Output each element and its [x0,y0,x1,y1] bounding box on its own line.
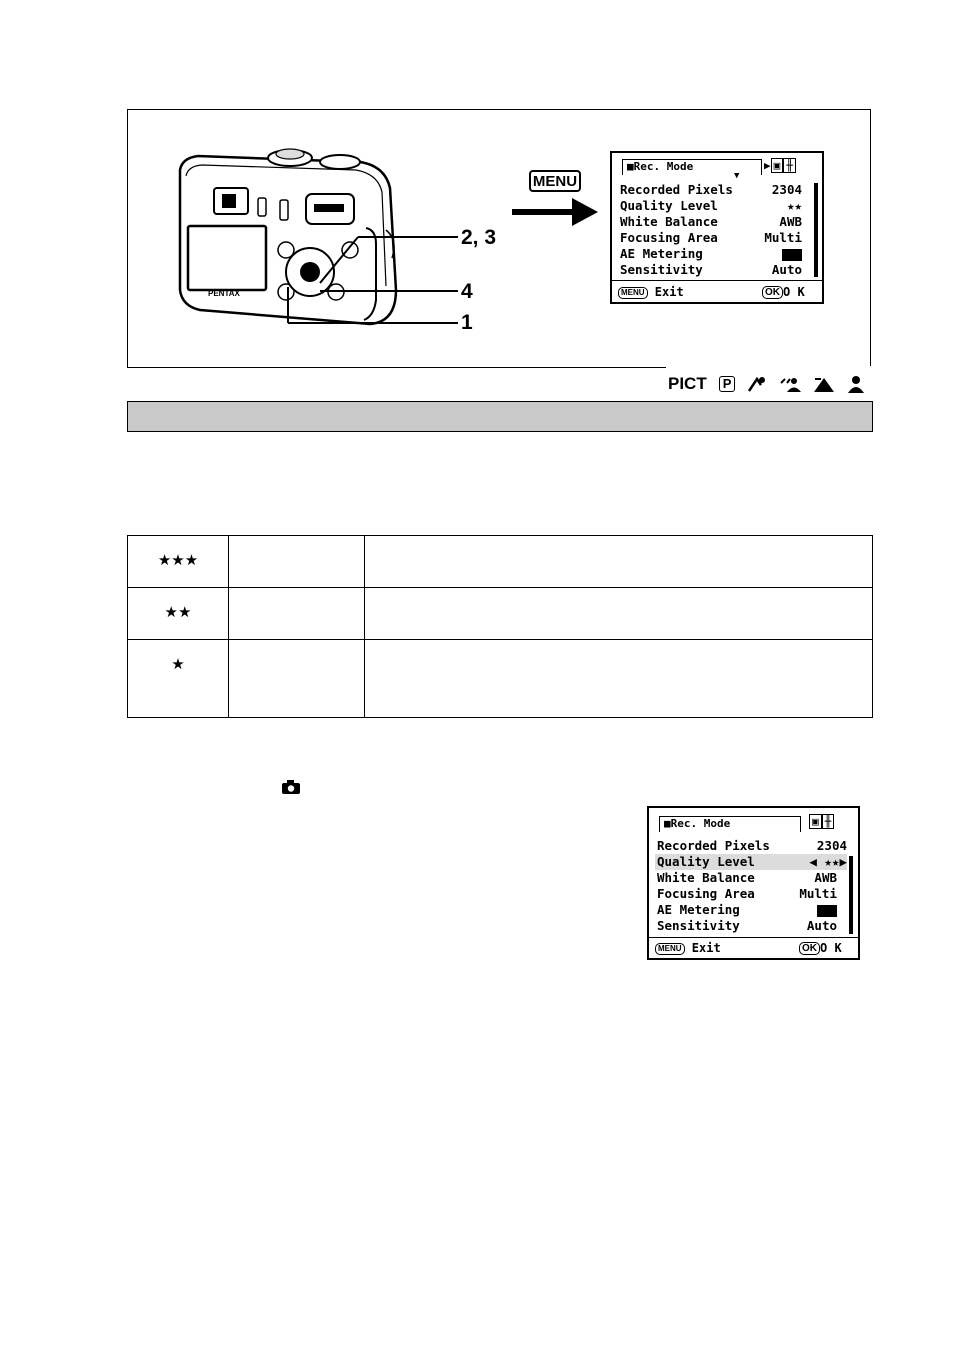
callout-label-1: 1 [461,311,473,334]
ok-control[interactable] [799,941,842,955]
row-value: AWB [779,214,802,229]
row-label: Sensitivity [657,918,740,933]
row-value: ★★ [786,198,802,213]
divider [612,280,822,281]
frame-gap [666,366,872,371]
row-label: Recorded Pixels [620,182,733,197]
menu-key-icon: MENU [618,287,648,299]
description-cell [365,588,873,640]
table-row [128,588,873,640]
pict-mode-label: PICT [668,374,707,393]
callout-label-2-3: 2, 3 [461,226,497,249]
name-cell [229,588,365,640]
ok-key-icon: OK [762,286,783,299]
quality-level-table [127,535,873,718]
menu-row[interactable] [657,870,837,886]
menu-row[interactable] [620,246,802,262]
row-value: AWB [814,870,837,885]
exit-control[interactable] [655,941,721,955]
menu-row[interactable] [620,182,802,198]
menu-key-icon: MENU [655,943,685,955]
row-label: Focusing Area [657,886,755,901]
row-value: Multi [764,230,802,245]
camera-icon: ■ [627,160,634,173]
landscape-icon [813,375,835,393]
description-cell [365,640,873,718]
stars-cell: ★★ [128,588,229,640]
row-label: Recorded Pixels [657,838,770,853]
camera-icon [282,780,300,794]
stars-cell: ★★★ [128,536,229,588]
exit-label: Exit [691,941,721,955]
menu-row[interactable] [657,902,837,918]
callout-label-4: 4 [461,280,473,303]
row-value: Auto [806,918,837,933]
scrollbar[interactable] [814,183,818,277]
row-label: Sensitivity [620,262,703,277]
metering-icon [817,902,837,918]
ok-key-icon: OK [799,942,820,955]
night-scene-icon [779,375,801,393]
metering-icon [782,246,802,262]
row-label: AE Metering [620,246,703,261]
camera-icon: ■ [664,817,671,830]
stars-cell: ★ [128,640,229,718]
row-label: Focusing Area [620,230,718,245]
tab-title: Rec. Mode [633,160,694,173]
description-cell [365,536,873,588]
menu-row[interactable] [657,886,837,902]
down-marker-icon: ▼ [734,171,740,181]
row-label: Quality Level [657,854,755,869]
svg-text:PENTAX: PENTAX [208,289,240,298]
menu-row[interactable] [657,838,847,854]
menu-row[interactable] [620,262,802,278]
menu-key-label: MENU [529,170,581,192]
menu-row[interactable] [620,214,802,230]
right-arrow-icon [512,196,602,228]
row-value: ◀ ★★▶ [809,854,847,869]
section-title-bar [127,401,873,432]
setup-tab-icon: ╫ [822,814,835,829]
row-label: White Balance [620,214,718,229]
row-label: Quality Level [620,198,718,213]
menu-row[interactable] [620,198,802,214]
portrait-scene-icon [747,375,767,393]
row-value: 2304 [771,182,802,197]
row-label: White Balance [657,870,755,885]
exit-control[interactable] [618,285,684,299]
row-value: Auto [771,262,802,277]
tab-title: Rec. Mode [670,817,731,830]
menu-row-selected[interactable] [655,854,847,870]
divider [649,937,858,938]
lcd-menu-bottom [647,806,860,960]
menu-row[interactable] [620,230,802,246]
lcd-menu-top [610,151,824,304]
row-label: AE Metering [657,902,740,917]
name-cell [229,640,365,718]
ok-label: O K [783,285,805,299]
rec-mode-tab [622,159,762,175]
scrollbar[interactable] [849,856,853,934]
menu-row[interactable] [657,918,837,934]
tab-icons [809,815,834,828]
portrait-icon [847,375,865,393]
playback-tab-icon: ▣ [771,158,784,173]
program-mode-icon: P [719,376,736,392]
playback-tab-icon: ▣ [809,814,822,829]
row-value: 2304 [816,838,847,853]
name-cell [229,536,365,588]
table-row [128,640,873,718]
row-value: Multi [799,886,837,901]
ok-label: O K [820,941,842,955]
exit-label: Exit [654,285,684,299]
setup-tab-icon: ╫ [783,158,796,173]
rec-mode-tab [659,816,801,832]
callout-lines [280,225,460,335]
table-row [128,536,873,588]
ok-control[interactable] [762,285,805,299]
mode-icons-row [668,372,865,396]
tab-icons: ▶ ▣ ╫ [764,159,796,172]
